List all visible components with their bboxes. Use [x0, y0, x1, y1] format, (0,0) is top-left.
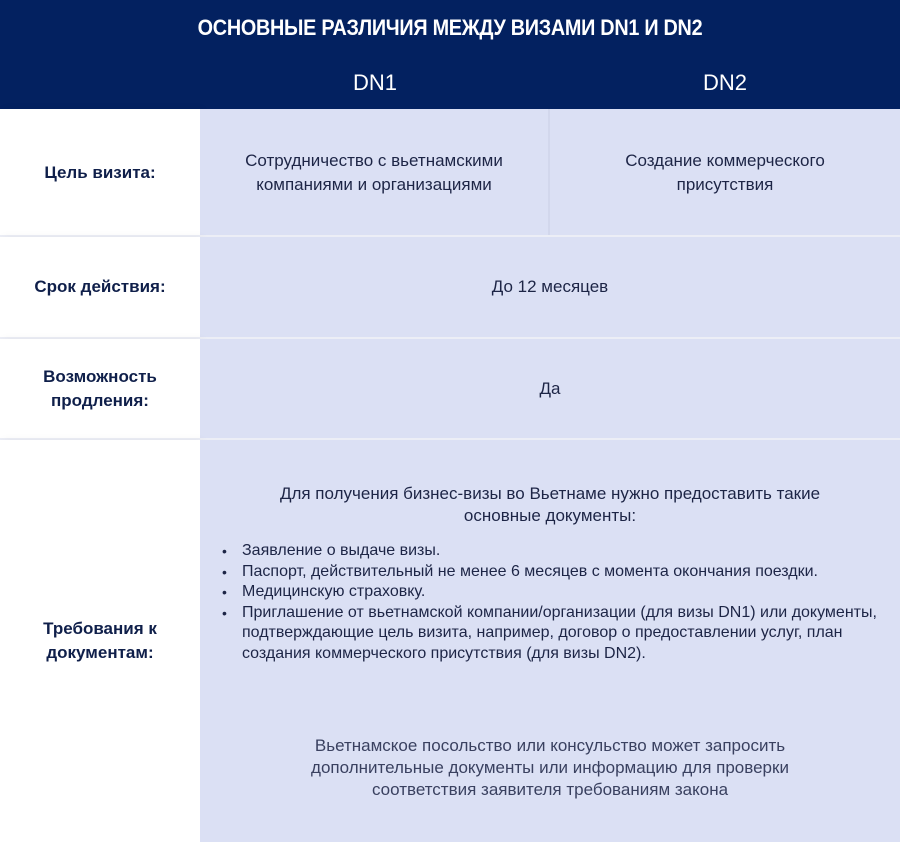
- documents-list: [220, 541, 880, 664]
- row-label-validity-text: Срок действия:: [34, 277, 166, 296]
- documents-note: [200, 735, 900, 801]
- documents-heading-text: Для получения бизнес-визы во Вьетнаме нужно предоставить такие основные документы:: [279, 484, 821, 525]
- column-header-dn2: DN2: [702, 70, 747, 95]
- table-header: [0, 0, 900, 109]
- row-label-documents: [0, 440, 200, 842]
- list-item: • Приглашение от вьетнамской компании/организации (для визы DN1) или документы, подтверждающие цель визита, например, договор о предоставлении услуг, план создания коммерческого присутствия (для визы DN2).: [220, 603, 880, 665]
- cell-documents: [200, 440, 900, 842]
- cell-purpose-dn1: [200, 109, 548, 236]
- row-label-extension-text: Возможность продления:: [43, 367, 157, 410]
- list-item: • Паспорт, действительный не менее 6 месяцев с момента окончания поездки.: [220, 562, 880, 583]
- list-item: • Медицинскую страховку.: [220, 582, 880, 603]
- cell-validity: [200, 237, 900, 337]
- row-label-extension: [0, 339, 200, 439]
- cell-extension: [200, 339, 900, 439]
- cell-purpose-dn1-text: Сотрудничество с вьетнамскими компаниями и организациями: [245, 150, 503, 194]
- cell-purpose-dn2-text: Создание коммерческого присутствия: [625, 150, 825, 194]
- row-label-validity: [0, 237, 200, 337]
- cell-validity-text: До 12 месяцев: [491, 277, 609, 296]
- cell-extension-text: Да: [539, 379, 561, 398]
- column-header-dn1: DN1: [352, 70, 397, 95]
- list-item: • Заявление о выдаче визы.: [220, 541, 880, 562]
- row-label-documents-text: Требования к документам:: [43, 619, 157, 662]
- row-label-purpose: [0, 109, 200, 236]
- documents-heading: [200, 483, 900, 527]
- page-title: ОСНОВНЫЕ РАЗЛИЧИЯ МЕЖДУ ВИЗАМИ DN1 И DN2: [197, 15, 703, 40]
- cell-purpose-dn2: [550, 109, 900, 236]
- documents-note-text: Вьетнамское посольство или консульство может запросить дополнительные документы или информацию для проверки соответствия заявителя требованиям закона: [311, 736, 789, 799]
- row-label-purpose-text: Цель визита:: [44, 162, 156, 182]
